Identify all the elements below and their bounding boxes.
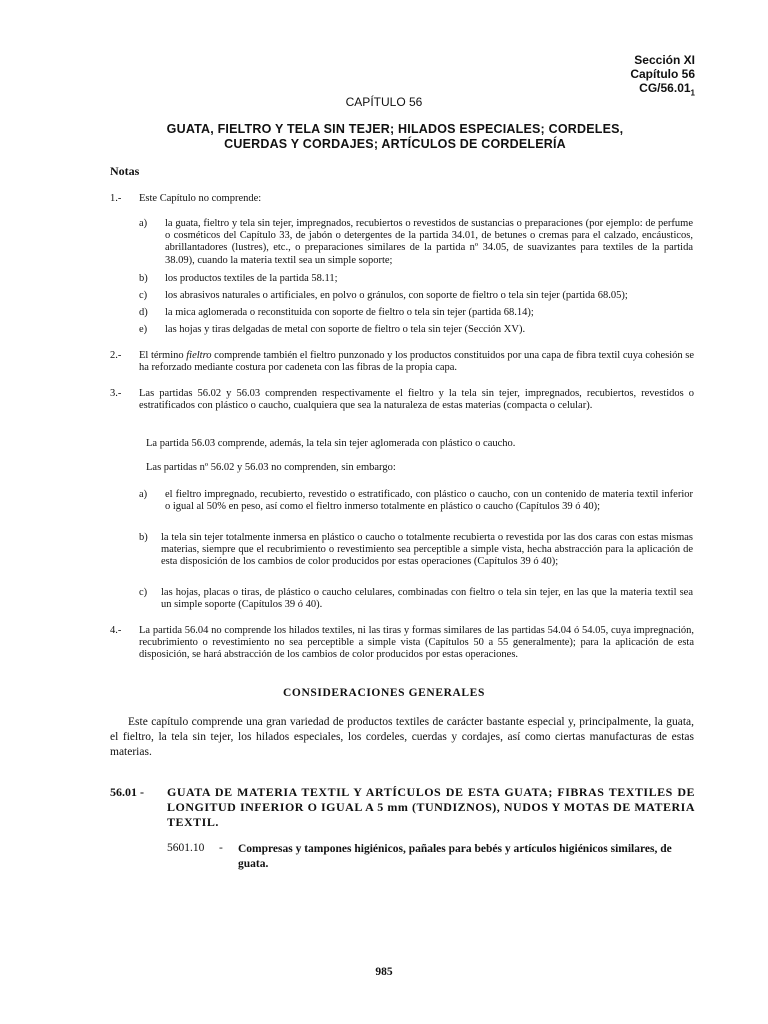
- note-4-text: La partida 56.04 no comprende los hilados textiles, ni las tiras y formas similares de las partidas 54.04 ó 54.05, cuya impregnación, recubrimiento o revestimiento no sea perceptible a simple vista (Capítulos 50 a 55 generalmente); para la aplicación de esta disposición, se hará abstracción de los cambios de color producidos por estas operaciones.: [139, 625, 694, 661]
- chapter-title-line-2: CUERDAS Y CORDAJES; ARTÍCULOS DE CORDELERÍA: [224, 137, 566, 151]
- note-3-paragraph-1: La partida 56.03 comprende, además, la tela sin tejer aglomerada con plástico o caucho.: [146, 438, 516, 449]
- subheading-number: 5601.10: [167, 842, 205, 854]
- note-1-item-d-letter: d): [139, 307, 148, 318]
- chapter-title: [150, 122, 640, 152]
- note-3-item-b-text: la tela sin tejer totalmente inmersa en plástico o caucho o totalmente recubierta o revestida por las dos caras con estas mismas materias, siempre que el recubrimiento o revestimiento sea perceptible a simple vista, hecha abstracción para la aplicación de esta disposición de los cambios de color producidos por estas operaciones (Capítulos 39 ó 40);: [161, 532, 693, 568]
- subheading-dash: -: [219, 842, 223, 854]
- note-1-item-e-text: las hojas y tiras delgadas de metal con soporte de fieltro o tela sin tejer (Sección XV).: [165, 324, 526, 335]
- considerations-text: Este capítulo comprende una gran variedad de productos textiles de carácter bastante especial y, principalmente, la guata, el fieltro, la tela sin tejer, los hilados especiales, los cordeles, cuerdas y cordajes, así como ciertas manufacturas de estas materias.: [110, 716, 694, 758]
- note-4-number: 4.-: [110, 625, 122, 636]
- note-3-number: 3.-: [110, 388, 122, 399]
- note-1-item-b-letter: b): [139, 273, 148, 284]
- note-1-item-c-text: los abrasivos naturales o artificiales, en polvo o gránulos, con soporte de fieltro o tela sin tejer (partida 68.05);: [165, 290, 628, 301]
- note-1-item-d-text: la mica aglomerada o reconstituida con soporte de fieltro o tela sin tejer (partida 68.14);: [165, 307, 534, 318]
- note-3-item-b-letter: b): [139, 532, 148, 543]
- notes-heading: Notas: [110, 164, 140, 178]
- note-2-term: fieltro: [186, 350, 212, 361]
- note-2-text: El término fieltro comprende también el fieltro punzonado y los productos constituidos por una capa de fibra textil cuya cohesión se ha reforzado mediante costura por cadeneta con las fibras de la propia capa.: [139, 350, 694, 374]
- note-1-intro: Este Capítulo no comprende:: [139, 193, 262, 204]
- note-3-item-a-letter: a): [139, 489, 148, 500]
- subheading-text: Compresas y tampones higiénicos, pañales para bebés y artículos higiénicos similares, de guata.: [238, 843, 672, 870]
- note-3-paragraph-2: Las partidas nº 56.02 y 56.03 no comprenden, sin embargo:: [146, 462, 396, 473]
- note-1-item-a-text: la guata, fieltro y tela sin tejer, impregnados, recubiertos o revestidos de sustancias o preparaciones (por ejemplo: de perfume o cosméticos del Capítulo 33, de jabón o detergentes de la partida 34.01, de betunes o cremas para el calzado, encáusticos, abrillantadores (lustres), etc., o preparaciones similares de la partida nº 34.05, de suavizantes para textiles de la partida 38.09), cuando la materia textil sea un simple soporte;: [165, 218, 693, 266]
- document-header: [630, 53, 695, 100]
- document-code: $CG/56.01_1$: [639, 81, 695, 98]
- note-1-number: 1.-: [110, 193, 122, 204]
- note-3-item-c-letter: c): [139, 587, 148, 598]
- chapter-label: CAPÍTULO 56: [345, 95, 423, 109]
- page-number: 985: [375, 966, 393, 978]
- note-1-item-e-letter: e): [139, 324, 148, 335]
- note-1-item-b-text: los productos textiles de la partida 58.11;: [165, 273, 338, 284]
- section-label: Sección XI: [634, 53, 695, 67]
- heading-number: 56.01 -: [110, 785, 144, 799]
- note-3-item-c-text: las hojas, placas o tiras, de plástico o caucho celulares, combinadas con fieltro o tela sin tejer, en las que la materia textil sea un simple soporte (Capítulos 39 ó 40).: [161, 587, 693, 611]
- note-3-text: Las partidas 56.02 y 56.03 comprenden respectivamente el fieltro y la tela sin tejer, impregnados, recubiertos, revestidos o estratificados con plástico o caucho, cualquiera que sea la naturaleza de estas materias (compacta o celular).: [139, 388, 694, 412]
- note-1-item-a-letter: a): [139, 218, 148, 229]
- chapter-title-line-1: GUATA, FIELTRO Y TELA SIN TEJER; HILADOS ESPECIALES; CORDELES,: [166, 122, 624, 136]
- note-1-item-c-letter: c): [139, 290, 148, 301]
- note-3-item-a-text: el fieltro impregnado, recubierto, revestido o estratificado, con plástico o caucho, con un contenido de materia textil inferior o igual al 50% en peso, así como el fieltro inmerso totalmente en plástico o caucho (Capítulos 39 ó 40);: [165, 489, 693, 513]
- heading-text: GUATA DE MATERIA TEXTIL Y ARTÍCULOS DE ESTA GUATA; FIBRAS TEXTILES DE LONGITUD INFERIOR O IGUAL A 5 mm (TUNDIZNOS), NUDOS Y MOTAS DE MATERIA TEXTIL.: [167, 785, 695, 829]
- considerations-title: CONSIDERACIONES GENERALES: [283, 687, 485, 699]
- chapter-label-header: Capítulo 56: [630, 67, 695, 81]
- note-2-number: 2.-: [110, 350, 122, 361]
